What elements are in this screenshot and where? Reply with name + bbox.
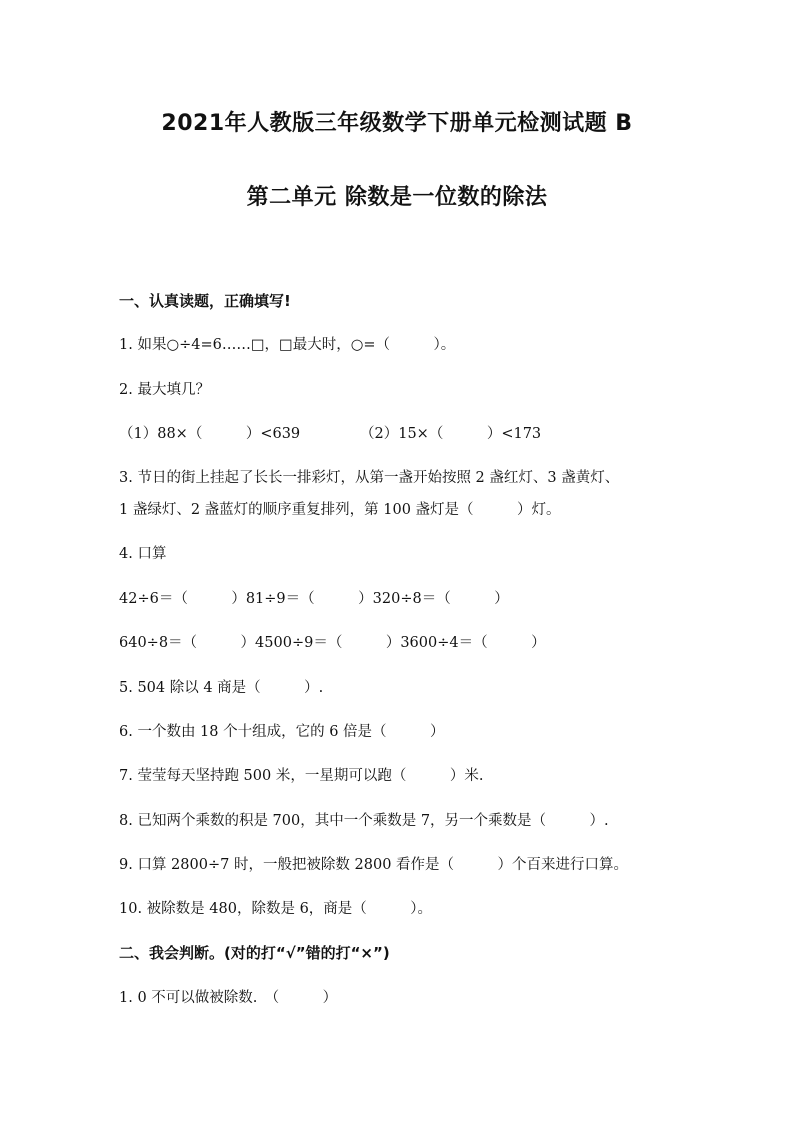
- section1-heading: 一、认真读题，正确填写!: [119, 292, 291, 310]
- question-7: 7. 莹莹每天坚持跑 500 米，一星期可以跑（ ）米.: [119, 768, 484, 784]
- section2-heading: 二、我会判断。(对的打“√”错的打“×”): [119, 944, 390, 962]
- question-4-row-2: 640÷8＝（ ）4500÷9＝（ ）3600÷4＝（ ）: [119, 635, 546, 651]
- question-2: 2. 最大填几？: [119, 382, 210, 398]
- question-3-line-2: 1 盏绿灯、2 盏蓝灯的顺序重复排列，第 100 盏灯是（ ）灯。: [119, 502, 561, 518]
- document-title: 2021年人教版三年级数学下册单元检测试题 B: [161, 111, 633, 136]
- judgement-1: 1. 0 不可以做被除数. （ ）: [119, 990, 338, 1006]
- question-3-line-1: 3. 节日的街上挂起了长长一排彩灯，从第一盏开始按照 2 盏红灯、3 盏黄灯、: [119, 470, 620, 486]
- question-2-part-1: （1）88×（ ）<639: [119, 426, 301, 442]
- question-5: 5. 504 除以 4 商是（ ）.: [119, 680, 324, 696]
- document-subtitle: 第二单元 除数是一位数的除法: [246, 185, 548, 210]
- question-4-row-1: 42÷6＝（ ）81÷9＝（ ）320÷8＝（ ）: [119, 591, 509, 607]
- question-9: 9. 口算 2800÷7 时，一般把被除数 2800 看作是（ ）个百来进行口算。: [119, 857, 629, 873]
- question-8: 8. 已知两个乘数的积是 700，其中一个乘数是 7，另一个乘数是（ ）.: [119, 813, 609, 829]
- question-6: 6. 一个数由 18 个十组成，它的 6 倍是（ ）: [119, 724, 445, 740]
- question-2-part-2: （2）15×（ ）<173: [360, 426, 542, 442]
- question-1: 1. 如果○÷4=6……□，□最大时，○=（ ）。: [119, 337, 456, 353]
- question-4: 4. 口算: [119, 546, 167, 562]
- question-10: 10. 被除数是 480，除数是 6，商是（ ）。: [119, 901, 433, 917]
